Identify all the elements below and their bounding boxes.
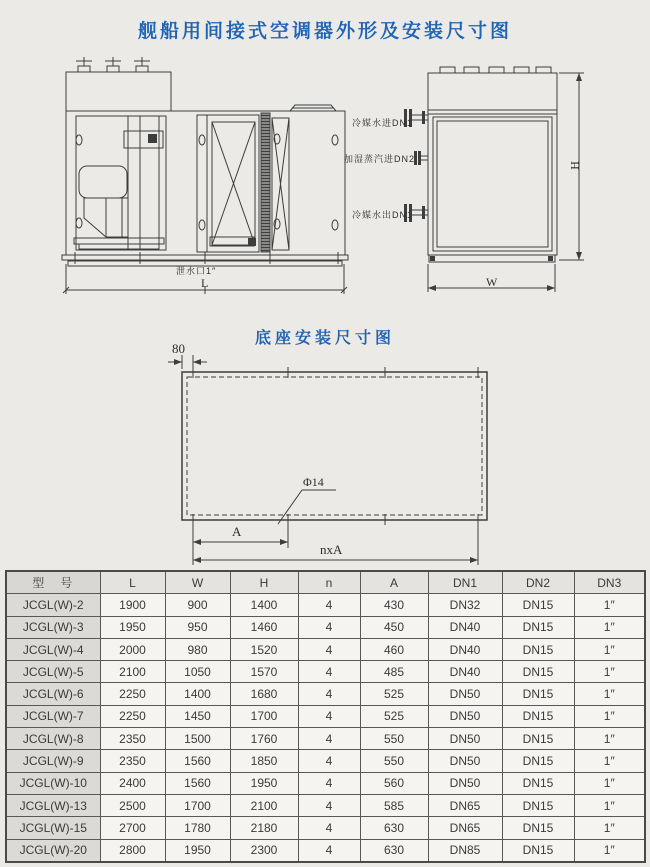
value-cell: 2800 <box>100 839 165 862</box>
table-row <box>6 616 645 638</box>
value-cell: 450 <box>360 616 428 638</box>
dim-L-label: L <box>201 276 209 290</box>
value-cell: 1″ <box>574 794 645 816</box>
value-cell: 1950 <box>230 772 298 794</box>
base-frame-outline <box>182 372 487 520</box>
value-cell: 4 <box>298 728 360 750</box>
value-cell: 1″ <box>574 638 645 660</box>
value-cell: 550 <box>360 728 428 750</box>
column-header: H <box>230 571 298 594</box>
model-cell: JCGL(W)-2 <box>6 594 100 616</box>
value-cell: 630 <box>360 817 428 839</box>
table-row <box>6 772 645 794</box>
dim-H-label: H <box>567 161 582 170</box>
value-cell: 4 <box>298 750 360 772</box>
value-cell: 1400 <box>165 683 230 705</box>
value-cell: 4 <box>298 661 360 683</box>
header-row <box>6 571 645 594</box>
steam-inlet-pipe <box>414 151 428 165</box>
value-cell: 460 <box>360 638 428 660</box>
table-row <box>6 839 645 862</box>
model-cell: JCGL(W)-13 <box>6 794 100 816</box>
value-cell: DN15 <box>502 750 574 772</box>
top-tabs <box>440 67 551 73</box>
model-cell: JCGL(W)-15 <box>6 817 100 839</box>
model-cell: JCGL(W)-8 <box>6 728 100 750</box>
value-cell: 1780 <box>165 817 230 839</box>
model-cell: JCGL(W)-7 <box>6 705 100 727</box>
value-cell: DN32 <box>428 594 502 616</box>
column-header: A <box>360 571 428 594</box>
column-header: n <box>298 571 360 594</box>
value-cell: DN15 <box>502 616 574 638</box>
value-cell: DN50 <box>428 705 502 727</box>
column-header: 型 号 <box>6 571 100 594</box>
dim-W-label: W <box>486 275 498 289</box>
value-cell: 4 <box>298 594 360 616</box>
value-cell: DN65 <box>428 794 502 816</box>
value-cell: 4 <box>298 638 360 660</box>
value-cell: 1460 <box>230 616 298 638</box>
value-cell: 2100 <box>100 661 165 683</box>
edge-offset-dimension <box>168 355 207 369</box>
value-cell: 525 <box>360 683 428 705</box>
dim-nxA-label: nxA <box>320 542 343 557</box>
value-cell: 2180 <box>230 817 298 839</box>
valve-stubs <box>76 57 150 72</box>
table-row <box>6 661 645 683</box>
value-cell: DN15 <box>502 661 574 683</box>
model-cell: JCGL(W)-5 <box>6 661 100 683</box>
column-header: DN3 <box>574 571 645 594</box>
table-row <box>6 794 645 816</box>
value-cell: 1050 <box>165 661 230 683</box>
value-cell: 550 <box>360 750 428 772</box>
column-header: DN1 <box>428 571 502 594</box>
value-cell: 1950 <box>165 839 230 862</box>
value-cell: 1400 <box>230 594 298 616</box>
coil-access-door <box>197 115 259 252</box>
value-cell: 560 <box>360 772 428 794</box>
inlet-water-label: 冷媒水进DN1 <box>352 118 414 128</box>
value-cell: 1680 <box>230 683 298 705</box>
value-cell: 2250 <box>100 705 165 727</box>
table-row <box>6 817 645 839</box>
value-cell: 4 <box>298 683 360 705</box>
page-title: 舰船用间接式空调器外形及安装尺寸图 <box>137 21 512 42</box>
value-cell: DN15 <box>502 594 574 616</box>
base-drawing-title: 底座安装尺寸图 <box>254 330 395 347</box>
table-row <box>6 638 645 660</box>
value-cell: 2350 <box>100 750 165 772</box>
value-cell: 1560 <box>165 772 230 794</box>
side-view <box>404 67 584 292</box>
value-cell: 1″ <box>574 839 645 862</box>
value-cell: 1″ <box>574 661 645 683</box>
model-cell: JCGL(W)-9 <box>6 750 100 772</box>
value-cell: DN50 <box>428 683 502 705</box>
value-cell: DN50 <box>428 772 502 794</box>
dim-80-label: 80 <box>172 341 185 356</box>
value-cell: 2100 <box>230 794 298 816</box>
model-cell: JCGL(W)-3 <box>6 616 100 638</box>
value-cell: 1760 <box>230 728 298 750</box>
value-cell: 4 <box>298 817 360 839</box>
value-cell: 2700 <box>100 817 165 839</box>
value-cell: DN85 <box>428 839 502 862</box>
value-cell: 1500 <box>165 728 230 750</box>
value-cell: 1″ <box>574 728 645 750</box>
value-cell: 950 <box>165 616 230 638</box>
table-row <box>6 594 645 616</box>
humidifier-strip <box>261 113 270 252</box>
value-cell: 585 <box>360 794 428 816</box>
value-cell: DN15 <box>502 638 574 660</box>
value-cell: 1570 <box>230 661 298 683</box>
value-cell: DN15 <box>502 817 574 839</box>
value-cell: DN40 <box>428 638 502 660</box>
value-cell: 4 <box>298 616 360 638</box>
base-mounting-drawing <box>0 338 650 573</box>
value-cell: 630 <box>360 839 428 862</box>
value-cell: DN15 <box>502 728 574 750</box>
value-cell: 4 <box>298 794 360 816</box>
base-frame-inner <box>187 377 482 515</box>
value-cell: 4 <box>298 705 360 727</box>
value-cell: 1850 <box>230 750 298 772</box>
model-cell: JCGL(W)-10 <box>6 772 100 794</box>
right-access-door <box>272 118 289 250</box>
value-cell: DN50 <box>428 728 502 750</box>
unit-outline-drawing <box>0 52 650 302</box>
value-cell: 2400 <box>100 772 165 794</box>
column-header: L <box>100 571 165 594</box>
model-cell: JCGL(W)-20 <box>6 839 100 862</box>
value-cell: DN65 <box>428 817 502 839</box>
table-row <box>6 750 645 772</box>
bolt-holes <box>193 367 478 525</box>
value-cell: 1950 <box>100 616 165 638</box>
value-cell: 4 <box>298 772 360 794</box>
value-cell: 1″ <box>574 594 645 616</box>
value-cell: 1″ <box>574 750 645 772</box>
column-header: DN2 <box>502 571 574 594</box>
value-cell: 2350 <box>100 728 165 750</box>
value-cell: DN15 <box>502 683 574 705</box>
value-cell: DN15 <box>502 794 574 816</box>
value-cell: 1450 <box>165 705 230 727</box>
fan-compartment <box>74 116 166 250</box>
hole-diameter-leader <box>278 490 336 524</box>
value-cell: 2250 <box>100 683 165 705</box>
value-cell: 1″ <box>574 705 645 727</box>
value-cell: 1″ <box>574 616 645 638</box>
outlet-water-label: 冷媒水出DN1 <box>352 210 414 220</box>
model-cell: JCGL(W)-6 <box>6 683 100 705</box>
value-cell: 1560 <box>165 750 230 772</box>
value-cell: 1″ <box>574 772 645 794</box>
model-cell: JCGL(W)-4 <box>6 638 100 660</box>
hole-diameter-label: Φ14 <box>303 475 324 489</box>
drain-port-label: 泄水口1″ <box>176 266 217 276</box>
value-cell: 2000 <box>100 638 165 660</box>
value-cell: 1700 <box>165 794 230 816</box>
value-cell: 525 <box>360 705 428 727</box>
table-row <box>6 683 645 705</box>
value-cell: DN15 <box>502 772 574 794</box>
value-cell: DN40 <box>428 661 502 683</box>
value-cell: DN40 <box>428 616 502 638</box>
value-cell: 900 <box>165 594 230 616</box>
value-cell: DN50 <box>428 750 502 772</box>
table-row <box>6 705 645 727</box>
value-cell: 1520 <box>230 638 298 660</box>
value-cell: 1″ <box>574 817 645 839</box>
value-cell: 485 <box>360 661 428 683</box>
value-cell: DN15 <box>502 705 574 727</box>
column-header: W <box>165 571 230 594</box>
inlet-steam-label: 加湿蒸汽进DN2 <box>344 154 416 164</box>
value-cell: 430 <box>360 594 428 616</box>
value-cell: 1700 <box>230 705 298 727</box>
value-cell: 2500 <box>100 794 165 816</box>
front-view <box>62 57 348 294</box>
value-cell: 1″ <box>574 683 645 705</box>
dim-A-label: A <box>232 524 242 539</box>
table-row <box>6 728 645 750</box>
value-cell: DN15 <box>502 839 574 862</box>
specification-table <box>5 570 646 863</box>
value-cell: 4 <box>298 839 360 862</box>
value-cell: 980 <box>165 638 230 660</box>
value-cell: 2300 <box>230 839 298 862</box>
value-cell: 1900 <box>100 594 165 616</box>
